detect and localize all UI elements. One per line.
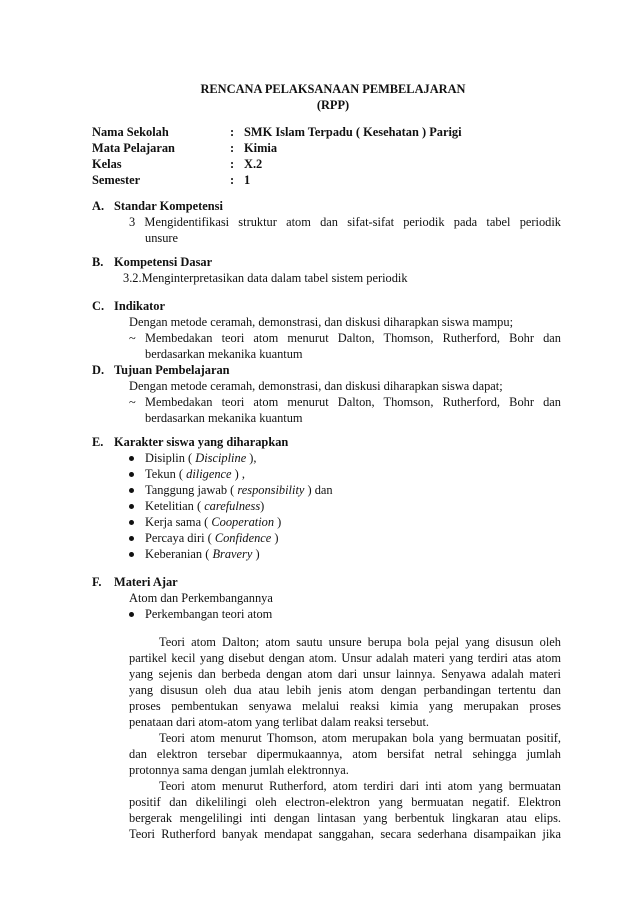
bullet-dot	[129, 520, 134, 525]
section-letter: A.	[92, 199, 105, 213]
identity-value: Kimia	[244, 141, 278, 155]
paragraph-line: yang disusun oleh dua atau lebih jenis atom dengan perbandingan tertentu dan	[129, 683, 561, 697]
paragraph-line: yang sejenis dan berbeda dengan atom dari unsur lainnya. Senyawa adalah materi	[129, 667, 561, 681]
paragraph-line: Teori Rutherford banyak mendapat sanggahan, secara sederhana disampaikan jika	[129, 827, 561, 841]
section-letter: D.	[92, 363, 105, 377]
character-item: Tekun ( diligence ) ,	[145, 467, 245, 481]
section-d-item-line2: berdasarkan mekanika kuantum	[145, 411, 303, 425]
character-item: Kerja sama ( Cooperation )	[145, 515, 282, 529]
identity-key: Kelas	[92, 157, 122, 171]
document-subtitle: (RPP)	[316, 98, 350, 112]
section-title: Indikator	[114, 299, 165, 313]
section-title: Karakter siswa yang diharapkan	[114, 435, 289, 449]
section-title: Kompetensi Dasar	[114, 255, 213, 269]
identity-colon: :	[230, 157, 235, 171]
character-item: Keberanian ( Bravery )	[145, 547, 260, 561]
section-letter: C.	[92, 299, 105, 313]
section-title: Materi Ajar	[114, 575, 178, 589]
paragraph-line: Teori atom Dalton; atom sautu unsure berupa bola pejal yang disusun oleh	[159, 635, 561, 649]
bullet-dot	[129, 552, 134, 557]
bullet-dot	[129, 456, 134, 461]
bullet-dot	[129, 612, 134, 617]
document-title: RENCANA PELAKSANAAN PEMBELAJARAN	[200, 82, 466, 96]
identity-key: Mata Pelajaran	[92, 141, 175, 155]
section-d-intro: Dengan metode ceramah, demonstrasi, dan diskusi diharapkan siswa dapat;	[129, 379, 503, 393]
identity-value: 1	[244, 173, 251, 187]
identity-value: SMK Islam Terpadu ( Kesehatan ) Parigi	[244, 125, 462, 139]
section-title: Standar Kompetensi	[114, 199, 223, 213]
section-letter: F.	[92, 575, 102, 589]
paragraph-line: penataan dari atom-atom yang terlibat dalam reaksi tersebut.	[129, 715, 430, 729]
character-item: Ketelitian ( carefulness)	[145, 499, 265, 513]
bullet-dot	[129, 488, 134, 493]
identity-colon: :	[230, 173, 235, 187]
bullet-dot	[129, 472, 134, 477]
section-letter: E.	[92, 435, 104, 449]
bullet-dot	[129, 536, 134, 541]
section-a-line2: unsure	[145, 231, 179, 245]
paragraph-line: Teori atom menurut Thomson, atom merupakan bola yang bermuatan positif,	[159, 731, 561, 745]
paragraph-line: dan elektron tersebar dipermukaannya, atom bersifat netral sehingga jumlah	[129, 747, 561, 761]
section-d-item-line1: Membedakan teori atom menurut Dalton, Thomson, Rutherford, Bohr dan	[145, 395, 561, 409]
section-title: Tujuan Pembelajaran	[114, 363, 230, 377]
character-item: Percaya diri ( Confidence )	[145, 531, 279, 545]
character-item: Tanggung jawab ( responsibility ) dan	[145, 483, 333, 497]
tilde-marker: ~	[129, 331, 136, 345]
section-c-item-line1: Membedakan teori atom menurut Dalton, Thomson, Rutherford, Bohr dan	[145, 331, 561, 345]
identity-colon: :	[230, 141, 235, 155]
paragraph-line: protonnya sama dengan jumlah elektronnya.	[129, 763, 349, 777]
identity-colon: :	[230, 125, 235, 139]
tilde-marker: ~	[129, 395, 136, 409]
section-f-bullet: Perkembangan teori atom	[145, 607, 273, 621]
identity-value: X.2	[244, 157, 263, 171]
identity-key: Semester	[92, 173, 141, 187]
section-letter: B.	[92, 255, 104, 269]
paragraph-line: partikel kecil yang disebut dengan atom. Unsur adalah materi yang terdiri atas atom	[129, 651, 561, 665]
bullet-dot	[129, 504, 134, 509]
character-item: Disiplin ( Discipline ),	[145, 451, 257, 465]
section-a-line1: 3 Mengidentifikasi struktur atom dan sifat-sifat periodik pada tabel periodik	[129, 215, 561, 229]
paragraph-line: Teori atom menurut Rutherford, atom terdiri dari inti atom yang bermuatan	[159, 779, 561, 793]
paragraph-line: positif dan dikelilingi oleh electron-elektron yang bermuatan negatif. Elektron	[129, 795, 561, 809]
paragraph-line: bergerak mengelilingi inti dengan lintasan yang berbentuk lingkaran atau elips.	[129, 811, 561, 825]
identity-key: Nama Sekolah	[92, 125, 169, 139]
section-c-intro: Dengan metode ceramah, demonstrasi, dan diskusi diharapkan siswa mampu;	[129, 315, 514, 329]
paragraph-line: proses pembentukan senyawa melalui reaksi kimia yang merupakan proses	[129, 699, 561, 713]
section-b-line1: 3.2.Menginterpretasikan data dalam tabel sistem periodik	[123, 271, 408, 285]
section-f-subheading: Atom dan Perkembangannya	[129, 591, 273, 605]
section-c-item-line2: berdasarkan mekanika kuantum	[145, 347, 303, 361]
